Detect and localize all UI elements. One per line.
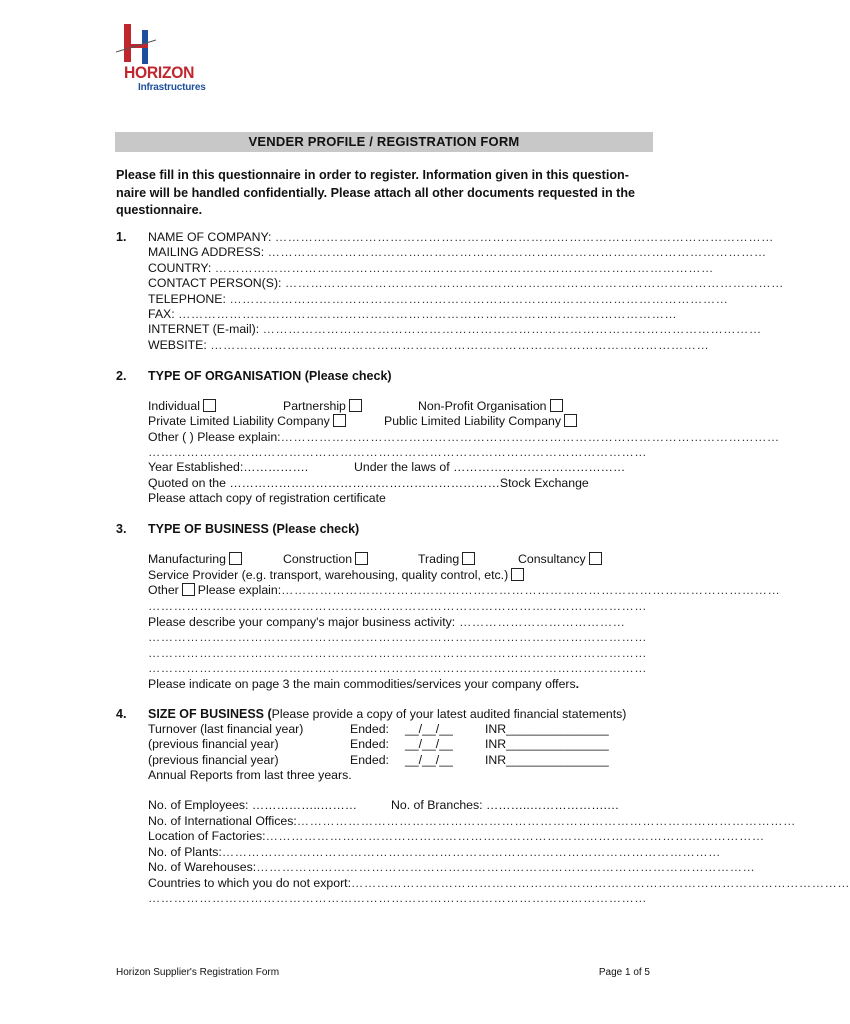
section-3-number: 3. xyxy=(116,522,127,536)
turnover-ended-label: Ended: xyxy=(350,737,389,751)
section-1-field[interactable] xyxy=(148,292,729,307)
field-fill-line[interactable]: ……………………………………………………………………………………………………… xyxy=(178,307,678,321)
org-nonprofit: Non-Profit Organisation xyxy=(418,399,563,413)
company-logo xyxy=(112,18,222,98)
service-provider-checkbox[interactable] xyxy=(511,568,524,581)
org-private-ltd: Private Limited Liability Company xyxy=(148,414,346,428)
org-partnership: Partnership xyxy=(283,399,362,413)
biz-service-provider: Service Provider (e.g. transport, warehousing, quality control, etc.) xyxy=(148,568,524,582)
turnover-row-label: (previous financial year) xyxy=(148,737,279,751)
turnover-row-label: Turnover (last financial year) xyxy=(148,722,304,736)
logo-wordmark: HORIZON xyxy=(124,63,195,82)
turnover-date-field[interactable]: __/__/__ xyxy=(405,722,453,736)
trading-checkbox[interactable] xyxy=(462,552,475,565)
intro-paragraph: Please fill in this questionnaire in order to register. Information given in this question-naire will be handled confidentially. Please attach all other documents requested in the questionnaire. xyxy=(116,168,636,217)
field-fill-line[interactable]: ……………………………………………………………………………………………………… xyxy=(262,322,762,336)
nonprofit-checkbox[interactable] xyxy=(550,399,563,412)
warehouses-line[interactable]: No. of Warehouses:……………………………………………………………………………………………………… xyxy=(148,860,756,874)
private-ltd-checkbox[interactable] xyxy=(333,414,346,427)
field-label: INTERNET (E-mail): xyxy=(148,322,260,336)
section-2-number: 2. xyxy=(116,369,127,383)
section-1-field[interactable] xyxy=(148,230,774,245)
turnover-row-label: (previous financial year) xyxy=(148,753,279,767)
field-fill-line[interactable]: ……………………………………………………………………………………………………… xyxy=(214,261,714,275)
org-other-line[interactable]: Other ( ) Please explain:……………………………………………………………………………………………………… xyxy=(148,430,780,444)
section-1-field[interactable] xyxy=(148,261,714,276)
turnover-inr-field[interactable]: INR_______________ xyxy=(485,753,609,767)
org-individual: Individual xyxy=(148,399,216,413)
construction-checkbox[interactable] xyxy=(355,552,368,565)
individual-checkbox[interactable] xyxy=(203,399,216,412)
biz-other-line-2[interactable]: ……………………………………………………………………………………………………… xyxy=(148,599,648,613)
field-label: MAILING ADDRESS: xyxy=(148,245,265,259)
section-1-field[interactable] xyxy=(148,245,767,260)
biz-trading: Trading xyxy=(418,552,475,566)
section-1-field[interactable] xyxy=(148,338,710,353)
public-ltd-checkbox[interactable] xyxy=(564,414,577,427)
other-checkbox[interactable] xyxy=(182,583,195,596)
biz-other-line[interactable]: Other Please explain:……………………………………………………………………………………………………… xyxy=(148,583,781,597)
consultancy-checkbox[interactable] xyxy=(589,552,602,565)
attach-registration: Please attach copy of registration certificate xyxy=(148,491,386,505)
indicate-commodities: Please indicate on page 3 the main commodities/services your company offers. xyxy=(148,677,580,691)
field-label: FAX: xyxy=(148,307,175,321)
section-3-title: TYPE OF BUSINESS (Please check) xyxy=(148,522,360,536)
section-1-number: 1. xyxy=(116,230,127,244)
field-fill-line[interactable]: ……………………………………………………………………………………………………… xyxy=(210,338,710,352)
field-label: COUNTRY: xyxy=(148,261,212,275)
plants-line[interactable]: No. of Plants:……………………………………………………………………………………………………… xyxy=(148,845,721,859)
biz-manufacturing: Manufacturing xyxy=(148,552,242,566)
num-branches[interactable]: No. of Branches: ………..……………….… xyxy=(391,798,620,812)
section-4-number: 4. xyxy=(116,707,127,721)
footer-page-number: Page 1 of 5 xyxy=(598,967,650,978)
num-employees[interactable]: No. of Employees: ……………..……… xyxy=(148,798,358,812)
field-label: CONTACT PERSON(S): xyxy=(148,276,282,290)
field-fill-line[interactable]: ……………………………………………………………………………………………………… xyxy=(229,292,729,306)
org-public-ltd: Public Limited Liability Company xyxy=(384,414,577,428)
field-fill-line[interactable]: ……………………………………………………………………………………………………… xyxy=(267,245,767,259)
footer-form-name: Horizon Supplier's Registration Form xyxy=(116,967,280,978)
logo-subtitle: Infrastructures xyxy=(138,82,206,93)
manufacturing-checkbox[interactable] xyxy=(229,552,242,565)
annual-reports: Annual Reports from last three years. xyxy=(148,768,352,782)
no-export-line-2[interactable]: ……………………………………………………………………………………………………… xyxy=(148,891,648,905)
partnership-checkbox[interactable] xyxy=(349,399,362,412)
biz-construction: Construction xyxy=(283,552,368,566)
year-established[interactable]: Year Established:……………. xyxy=(148,460,309,474)
form-title: VENDER PROFILE / REGISTRATION FORM xyxy=(248,134,520,149)
biz-consultancy: Consultancy xyxy=(518,552,602,566)
describe-line-4[interactable]: ……………………………………………………………………………………………………… xyxy=(148,661,648,675)
turnover-date-field[interactable]: __/__/__ xyxy=(405,753,453,767)
no-export-line[interactable]: Countries to which you do not export:……………………………………………………………………………………………………… xyxy=(148,876,850,890)
field-fill-line[interactable]: ……………………………………………………………………………………………………… xyxy=(284,276,784,290)
field-label: TELEPHONE: xyxy=(148,292,226,306)
field-fill-line[interactable]: ……………………………………………………………………………………………………… xyxy=(274,230,774,244)
turnover-ended-label: Ended: xyxy=(350,722,389,736)
describe-activity-line[interactable]: Please describe your company's major business activity: ………………………………… xyxy=(148,615,626,629)
org-other-line-2[interactable]: ……………………………………………………………………………………………………… xyxy=(148,445,648,459)
section-1-field[interactable] xyxy=(148,276,784,291)
section-1-field[interactable] xyxy=(148,322,762,337)
describe-line-2[interactable]: ……………………………………………………………………………………………………… xyxy=(148,630,648,644)
intl-offices-line[interactable]: No. of International Offices:……………………………………………………………………………………………………… xyxy=(148,814,796,828)
form-title-bar xyxy=(115,132,653,152)
under-laws-of[interactable]: Under the laws of …………………………………… xyxy=(354,460,626,474)
turnover-ended-label: Ended: xyxy=(350,753,389,767)
section-1-field[interactable] xyxy=(148,307,678,322)
factories-line[interactable]: Location of Factories:……………………………………………………………………………………………………… xyxy=(148,829,765,843)
quoted-on-line[interactable]: Quoted on the …………………………………………………………Stock Exchange xyxy=(148,476,589,490)
field-label: NAME OF COMPANY: xyxy=(148,230,272,244)
describe-line-3[interactable]: ……………………………………………………………………………………………………… xyxy=(148,646,648,660)
turnover-inr-field[interactable]: INR_______________ xyxy=(485,737,609,751)
section-4-title: SIZE OF BUSINESS (Please provide a copy of your latest audited financial statements) xyxy=(148,707,627,721)
field-label: WEBSITE: xyxy=(148,338,207,352)
turnover-date-field[interactable]: __/__/__ xyxy=(405,737,453,751)
section-2-title: TYPE OF ORGANISATION (Please check) xyxy=(148,369,392,383)
turnover-inr-field[interactable]: INR_______________ xyxy=(485,722,609,736)
